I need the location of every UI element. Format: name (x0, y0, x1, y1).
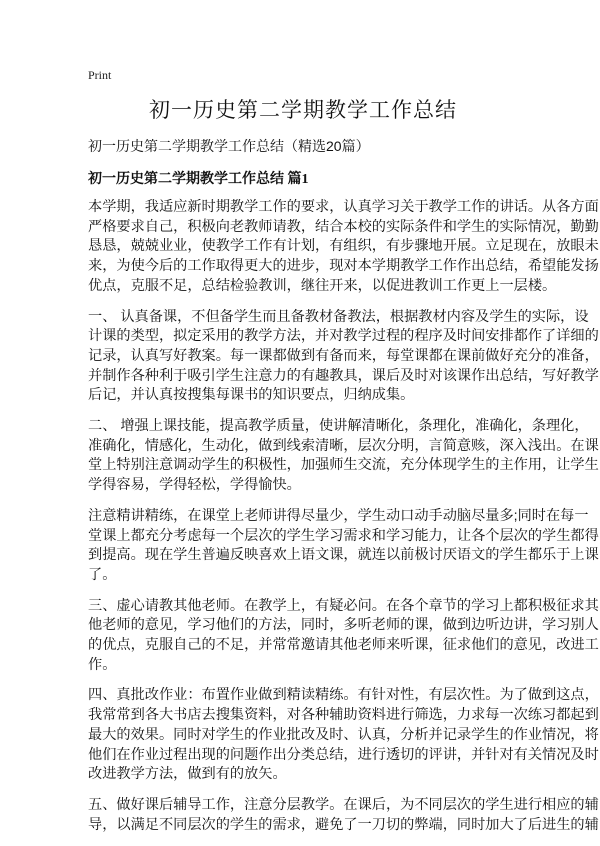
paragraph-line: 计课的类型，拟定采用的教学方法，并对教学过程的程序及时间安排都作了详细的 (88, 328, 599, 345)
paragraph-line: 三、虚心请教其他老师。在教学上，有疑必问。在各个章节的学习上都积极征求其 (88, 597, 599, 614)
paragraph-line: 并制作各种利于吸引学生注意力的有趣教具，课后及时对该课作出总结，写好教学 (88, 367, 599, 384)
paragraph (88, 417, 599, 496)
paragraph (88, 308, 599, 407)
paragraph-line: 严格要求自己，积极向老教师请教，结合本校的实际条件和学生的实际情况，勤勤 (88, 218, 599, 235)
paragraph-line: 到提高。现在学生普遍反映喜欢上语文课，就连以前极讨厌语文的学生都乐于上课 (88, 547, 599, 564)
paragraph (88, 597, 599, 676)
paragraph (88, 796, 599, 835)
paragraph-line: 注意精讲精练，在课堂上老师讲得尽量少，学生动口动手动脑尽量多;同时在每一 (88, 507, 589, 524)
paragraph-line: 导，以满足不同层次的学生的需求，避免了一刀切的弊端，同时加大了后进生的辅 (88, 816, 599, 833)
paragraph-line: 堂课上都充分考虑每一个层次的学生学习需求和学习能力，让各个层次的学生都得 (88, 527, 599, 544)
paragraph-line: 四、真批改作业：布置作业做到精读精练。有针对性，有层次性。为了做到这点， (88, 687, 599, 704)
paragraph-line: 本学期，我适应新时期教学工作的要求，认真学习关于教学工作的讲话。从各方面 (88, 199, 599, 215)
paragraph-line: 最大的效果。同时对学生的作业批改及时、认真，分析并记录学生的作业情况，将 (88, 726, 599, 743)
paragraph-line: 的优点，克服自己的不足，并常常邀请其他老师来听课，征求他们的意见，改进工 (88, 637, 599, 654)
paragraph-line: 作。 (88, 656, 117, 673)
paragraph-line: 了。 (88, 566, 117, 583)
paragraph (88, 198, 599, 297)
paragraph-line: 后记，并认真按搜集每课书的知识要点，归纳成集。 (88, 387, 415, 404)
print-label: Print (88, 68, 112, 82)
paragraph-line: 来，为使今后的工作取得更大的进步，现对本学期教学工作作出总结，希望能发扬 (88, 258, 599, 275)
paragraph-line: 二、 增强上课技能，提高教学质量，使讲解清晰化，条理化，准确化，条理化， (88, 418, 589, 435)
paragraph-line: 恳恳，兢兢业业，使教学工作有计划，有组织，有步骤地开展。立足现在，放眼未 (88, 238, 599, 255)
paragraph-line: 堂上特别注意调动学生的积极性，加强师生交流，充分体现学生的主作用，让学生 (88, 457, 599, 474)
paragraph-line: 优点，克服不足，总结检验教训，继往开来，以促进教训工作更上一层楼。 (88, 277, 557, 294)
paragraph-line: 准确化，情感化，生动化，做到线索清晰，层次分明，言简意赅，深入浅出。在课 (88, 437, 599, 454)
document-title: 初一历史第二学期教学工作总结 (149, 99, 457, 122)
document-body (88, 198, 599, 835)
paragraph (88, 686, 599, 785)
paragraph-line: 五、做好课后辅导工作，注意分层教学。在课后，为不同层次的学生进行相应的辅 (88, 796, 599, 813)
paragraph (88, 507, 599, 586)
paragraph-line: 记录，认真写好教案。每一课都做到有备而来，每堂课都在课前做好充分的准备， (88, 347, 599, 364)
section-heading: 初一历史第二学期教学工作总结 篇1 (88, 172, 309, 187)
paragraph-line: 学得容易，学得轻松，学得愉快。 (88, 477, 301, 494)
paragraph-line: 他们在作业过程出现的问题作出分类总结，进行透切的评讲，并针对有关情况及时 (88, 746, 599, 763)
paragraph-line: 我常常到各大书店去搜集资料，对各种辅助资料进行筛选，力求每一次练习都起到 (88, 707, 599, 724)
document-page (88, 68, 599, 846)
paragraph-line: 一、 认真备课，不但备学生而且备教材备教法，根据教材内容及学生的实际，设 (88, 308, 589, 325)
paragraph-line: 他老师的意见，学习他们的方法，同时，多听老师的课，做到边听边讲，学习别人 (88, 617, 599, 634)
document-subtitle: 初一历史第二学期教学工作总结（精选20篇） (88, 138, 370, 154)
paragraph-line: 改进教学方法，做到有的放矢。 (88, 766, 287, 783)
